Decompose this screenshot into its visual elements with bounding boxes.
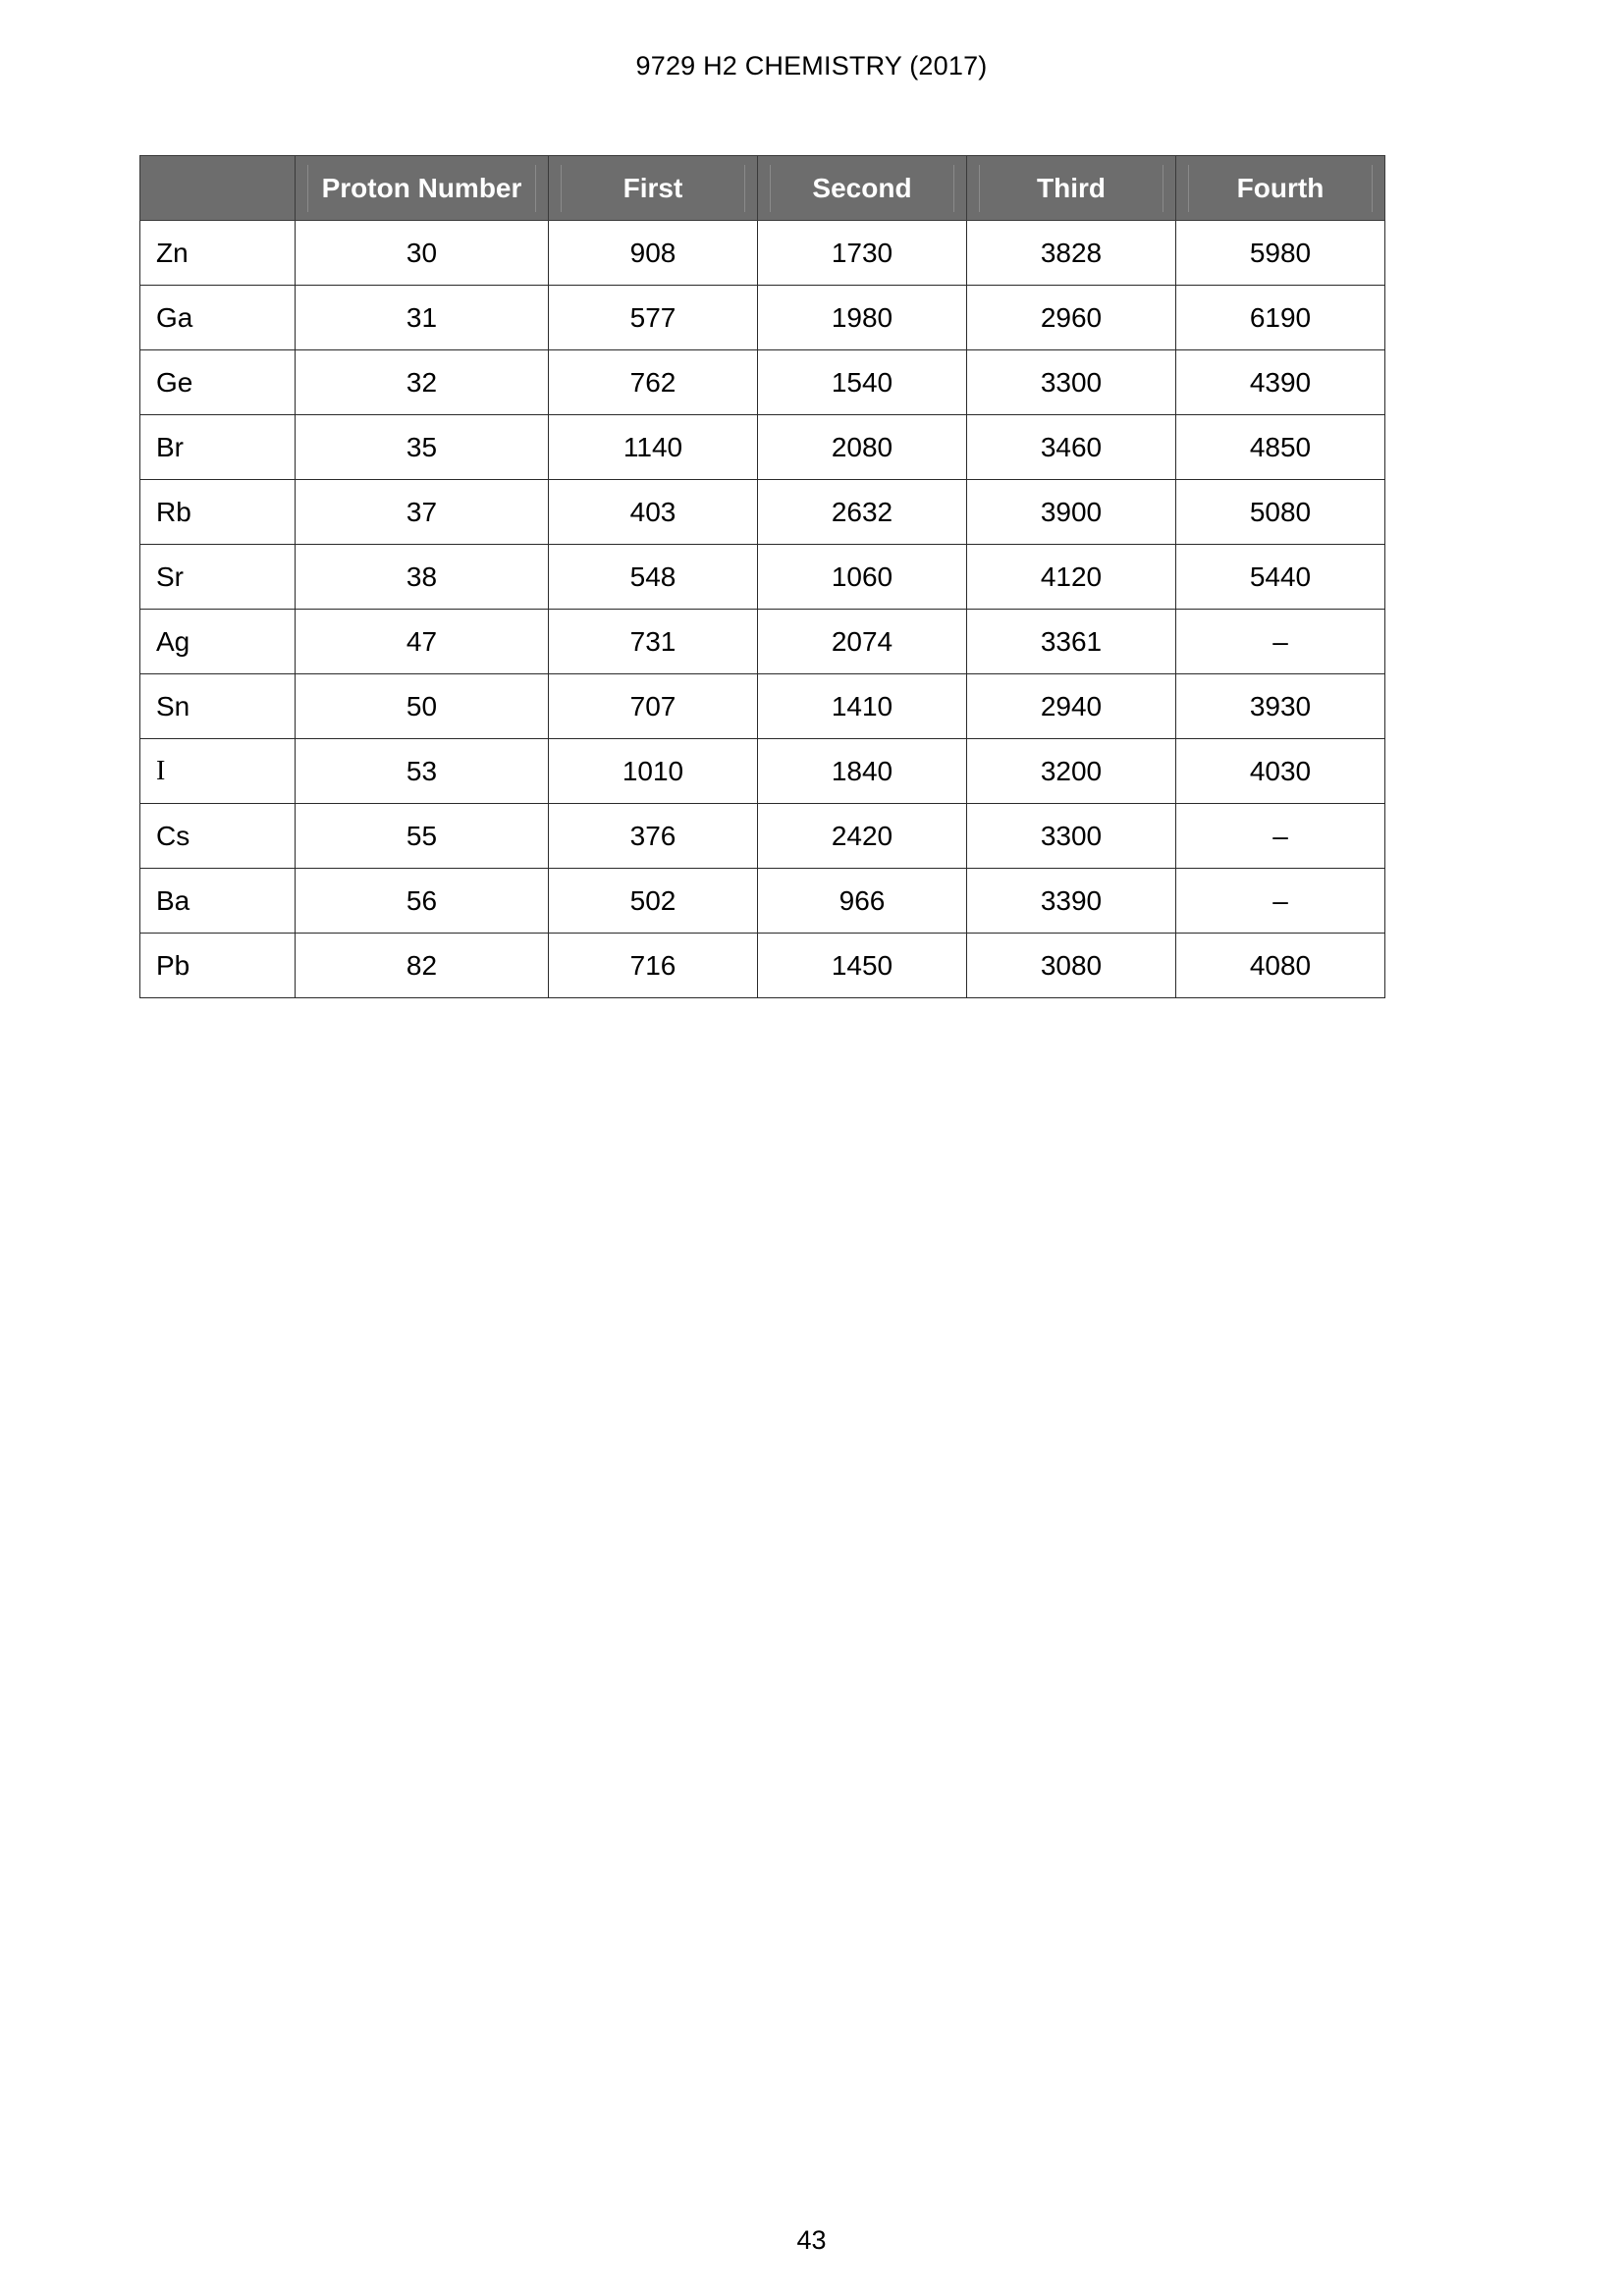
page-number: 43 — [796, 2225, 827, 2255]
third-ie-cell: 3361 — [967, 610, 1176, 674]
table-row — [140, 480, 1385, 545]
table-row — [140, 350, 1385, 415]
second-ie-cell: 1410 — [758, 674, 967, 739]
table-row — [140, 739, 1385, 804]
proton-number-cell: 37 — [296, 480, 549, 545]
first-ie-cell: 548 — [549, 545, 758, 610]
first-ie-cell: 577 — [549, 286, 758, 350]
first-ie-cell: 502 — [549, 869, 758, 934]
proton-number-cell: 55 — [296, 804, 549, 869]
column-header-proton-number: Proton Number — [296, 156, 549, 221]
proton-number-cell: 50 — [296, 674, 549, 739]
column-header-element — [140, 156, 296, 221]
second-ie-cell: 2074 — [758, 610, 967, 674]
second-ie-cell: 2080 — [758, 415, 967, 480]
element-symbol-cell: Ge — [140, 350, 296, 415]
first-ie-cell: 376 — [549, 804, 758, 869]
fourth-ie-cell: 5440 — [1176, 545, 1385, 610]
third-ie-cell: 2940 — [967, 674, 1176, 739]
fourth-ie-cell: – — [1176, 610, 1385, 674]
second-ie-cell: 1730 — [758, 221, 967, 286]
table-row — [140, 286, 1385, 350]
element-symbol-cell: Ga — [140, 286, 296, 350]
element-symbol-cell: Pb — [140, 934, 296, 998]
second-ie-cell: 1840 — [758, 739, 967, 804]
element-symbol-cell: Ag — [140, 610, 296, 674]
table-row — [140, 804, 1385, 869]
element-symbol-cell: I — [140, 739, 296, 804]
proton-number-cell: 30 — [296, 221, 549, 286]
table-row — [140, 934, 1385, 998]
third-ie-cell: 4120 — [967, 545, 1176, 610]
table-row — [140, 221, 1385, 286]
proton-number-cell: 32 — [296, 350, 549, 415]
element-symbol-cell: Zn — [140, 221, 296, 286]
ionisation-energy-table — [139, 155, 1385, 998]
proton-number-cell: 31 — [296, 286, 549, 350]
table-row — [140, 869, 1385, 934]
proton-number-cell: 35 — [296, 415, 549, 480]
fourth-ie-cell: 6190 — [1176, 286, 1385, 350]
third-ie-cell: 3900 — [967, 480, 1176, 545]
fourth-ie-cell: 5080 — [1176, 480, 1385, 545]
third-ie-cell: 3080 — [967, 934, 1176, 998]
second-ie-cell: 1060 — [758, 545, 967, 610]
table-row — [140, 545, 1385, 610]
fourth-ie-cell: – — [1176, 804, 1385, 869]
table-row — [140, 610, 1385, 674]
second-ie-cell: 966 — [758, 869, 967, 934]
page-header-title: 9729 H2 CHEMISTRY (2017) — [635, 51, 988, 80]
element-symbol-cell: Rb — [140, 480, 296, 545]
first-ie-cell: 1010 — [549, 739, 758, 804]
third-ie-cell: 2960 — [967, 286, 1176, 350]
column-header-first: First — [549, 156, 758, 221]
table-row — [140, 415, 1385, 480]
first-ie-cell: 908 — [549, 221, 758, 286]
fourth-ie-cell: 4390 — [1176, 350, 1385, 415]
first-ie-cell: 707 — [549, 674, 758, 739]
fourth-ie-cell: 4030 — [1176, 739, 1385, 804]
element-symbol-cell: Sn — [140, 674, 296, 739]
element-symbol-cell: Sr — [140, 545, 296, 610]
fourth-ie-cell: 3930 — [1176, 674, 1385, 739]
element-symbol-cell: Cs — [140, 804, 296, 869]
column-header-fourth: Fourth — [1176, 156, 1385, 221]
second-ie-cell: 2420 — [758, 804, 967, 869]
proton-number-cell: 56 — [296, 869, 549, 934]
proton-number-cell: 53 — [296, 739, 549, 804]
second-ie-cell: 2632 — [758, 480, 967, 545]
proton-number-cell: 47 — [296, 610, 549, 674]
column-header-second: Second — [758, 156, 967, 221]
third-ie-cell: 3460 — [967, 415, 1176, 480]
column-header-third: Third — [967, 156, 1176, 221]
third-ie-cell: 3200 — [967, 739, 1176, 804]
second-ie-cell: 1980 — [758, 286, 967, 350]
table-row — [140, 674, 1385, 739]
fourth-ie-cell: – — [1176, 869, 1385, 934]
second-ie-cell: 1540 — [758, 350, 967, 415]
first-ie-cell: 716 — [549, 934, 758, 998]
element-symbol-cell: Br — [140, 415, 296, 480]
proton-number-cell: 82 — [296, 934, 549, 998]
first-ie-cell: 403 — [549, 480, 758, 545]
third-ie-cell: 3300 — [967, 804, 1176, 869]
fourth-ie-cell: 4850 — [1176, 415, 1385, 480]
third-ie-cell: 3300 — [967, 350, 1176, 415]
third-ie-cell: 3828 — [967, 221, 1176, 286]
first-ie-cell: 731 — [549, 610, 758, 674]
fourth-ie-cell: 5980 — [1176, 221, 1385, 286]
third-ie-cell: 3390 — [967, 869, 1176, 934]
second-ie-cell: 1450 — [758, 934, 967, 998]
first-ie-cell: 762 — [549, 350, 758, 415]
table-header-row — [140, 156, 1385, 221]
proton-number-cell: 38 — [296, 545, 549, 610]
element-symbol-cell: Ba — [140, 869, 296, 934]
first-ie-cell: 1140 — [549, 415, 758, 480]
fourth-ie-cell: 4080 — [1176, 934, 1385, 998]
